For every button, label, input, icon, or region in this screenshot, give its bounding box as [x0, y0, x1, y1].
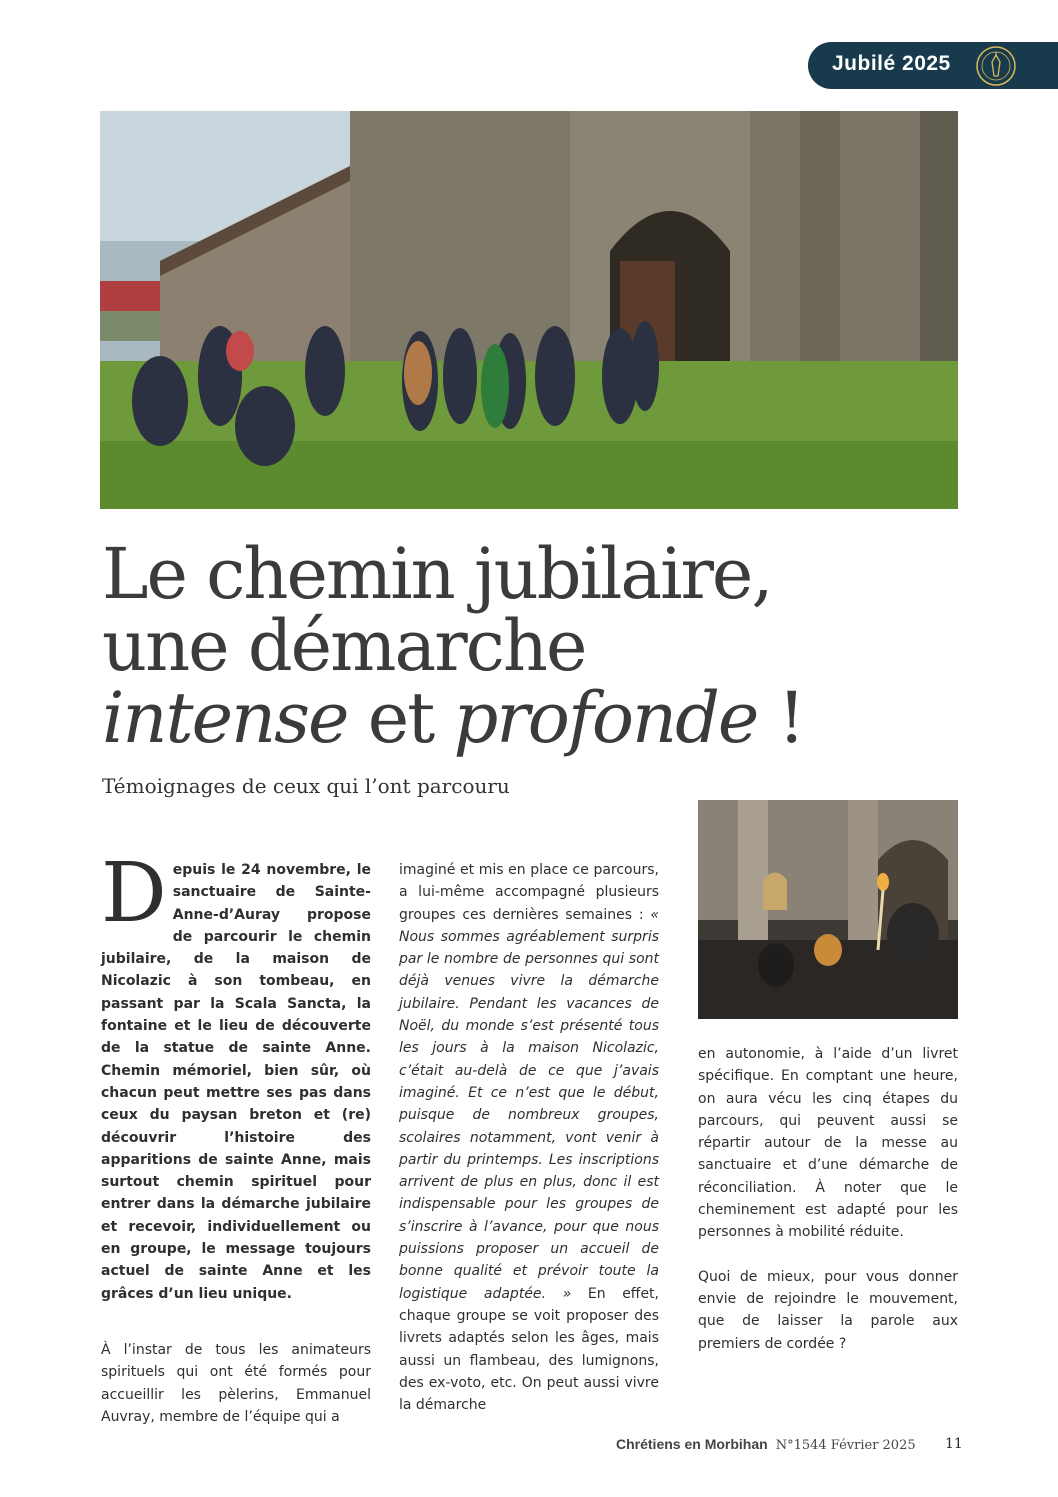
drop-cap: D — [101, 846, 167, 941]
lead-text: epuis le 24 novembre, le sanctuaire de Sainte-Anne-d’Auray propose de parcourir le chemin jubilaire, de la maison de Nicolazic à son tombeau, en passant par la Scala Sancta, la fontaine et le lieu de découverte de la statue de sainte Anne. Chemin mémoriel, bien sûr, où chacun peut mettre ses pas dans ceux du paysan breton et (re) découvrir l’histoire des apparitions de sainte Anne, mais surtout chemin spirituel pour entrer dans la démarche jubilaire et recevoir, individuellement ou en groupe, le message toujours actuel de sainte Anne et les grâces d’un lieu unique. — [101, 862, 371, 1302]
article-subtitle: Témoignages de ceux qui l’ont parcouru — [102, 774, 510, 798]
title-line-1: Le chemin jubilaire, — [102, 533, 772, 615]
section-tag — [808, 42, 1058, 89]
text-column-1 — [101, 846, 371, 1428]
text-column-2 — [399, 859, 659, 1416]
title-word-profonde: profonde — [453, 677, 758, 759]
magazine-name: Chrétiens en Morbihan — [616, 1436, 768, 1452]
paragraph-3 — [399, 859, 659, 1416]
title-line-2: une démarche — [102, 605, 586, 687]
paragraph-4: en autonomie, à l’aide d’un livret spécifique. En comptant une heure, on aura vécu les cinq étapes du parcours, qui peuvent aussi se répartir autour de la messe au sanctuaire et d’une démarche de réconciliation. À noter que le cheminement est adapté pour les personnes à mobilité réduite. — [698, 1046, 958, 1241]
text-column-3 — [698, 1043, 958, 1355]
paragraph-5: Quoi de mieux, pour vous donner envie de rejoindre le mouvement, que de laisser la parole aux premiers de cordée ? — [698, 1268, 958, 1352]
section-tag-label: Jubilé 2025 — [832, 52, 951, 75]
sainte-anne-seal-icon — [974, 44, 1018, 88]
church-interior-photo — [698, 800, 958, 1019]
paragraph-3-start: imaginé et mis en place ce parcours, a lui-même accompagné plusieurs groupes ces dernières semaines : — [399, 862, 659, 923]
article-title — [102, 533, 804, 759]
paragraph-2: À l’instar de tous les animateurs spirituels qui ont été formés pour accueillir les pèlerins, Emmanuel Auvray, membre de l’équipe qui a — [101, 1341, 371, 1425]
issue-info: N°1544 Février 2025 — [775, 1438, 916, 1453]
title-exclamation: ! — [757, 677, 804, 759]
title-word-et: et — [347, 677, 454, 759]
title-word-intense: intense — [102, 677, 348, 759]
lead-paragraph — [101, 846, 371, 1305]
pilgrims-scala-sancta-photo — [100, 111, 958, 509]
page-number: 11 — [945, 1436, 963, 1452]
page-footer — [616, 1436, 916, 1453]
quote-emmanuel-auvray: « Nous sommes agréablement surpris par le nombre de personnes qui sont déjà venues vivre la démarche jubilaire. Pendant les vacances de Noël, du monde s’est présenté tous les jours à la maison Nicolazic, c’était au-delà de ce que j’avais imaginé. Et ce n’est que le début, puisque de nombreux groupes, scolaires notamment, vont venir à partir du printemps. Les inscriptions arrivent de plus en plus, donc il est indispensable pour les groupes de s’inscrire à l’avance, pour que nous puissions proposer un accueil de bonne qualité et prévoir toute la logistique adaptée. » — [399, 906, 659, 1302]
paragraph-3-end: En effet, chaque groupe se voit proposer des livrets adaptés selon les âges, mais aussi un flambeau, des lumignons, des ex-voto, etc. On peut aussi vivre la démarche — [399, 1285, 660, 1414]
